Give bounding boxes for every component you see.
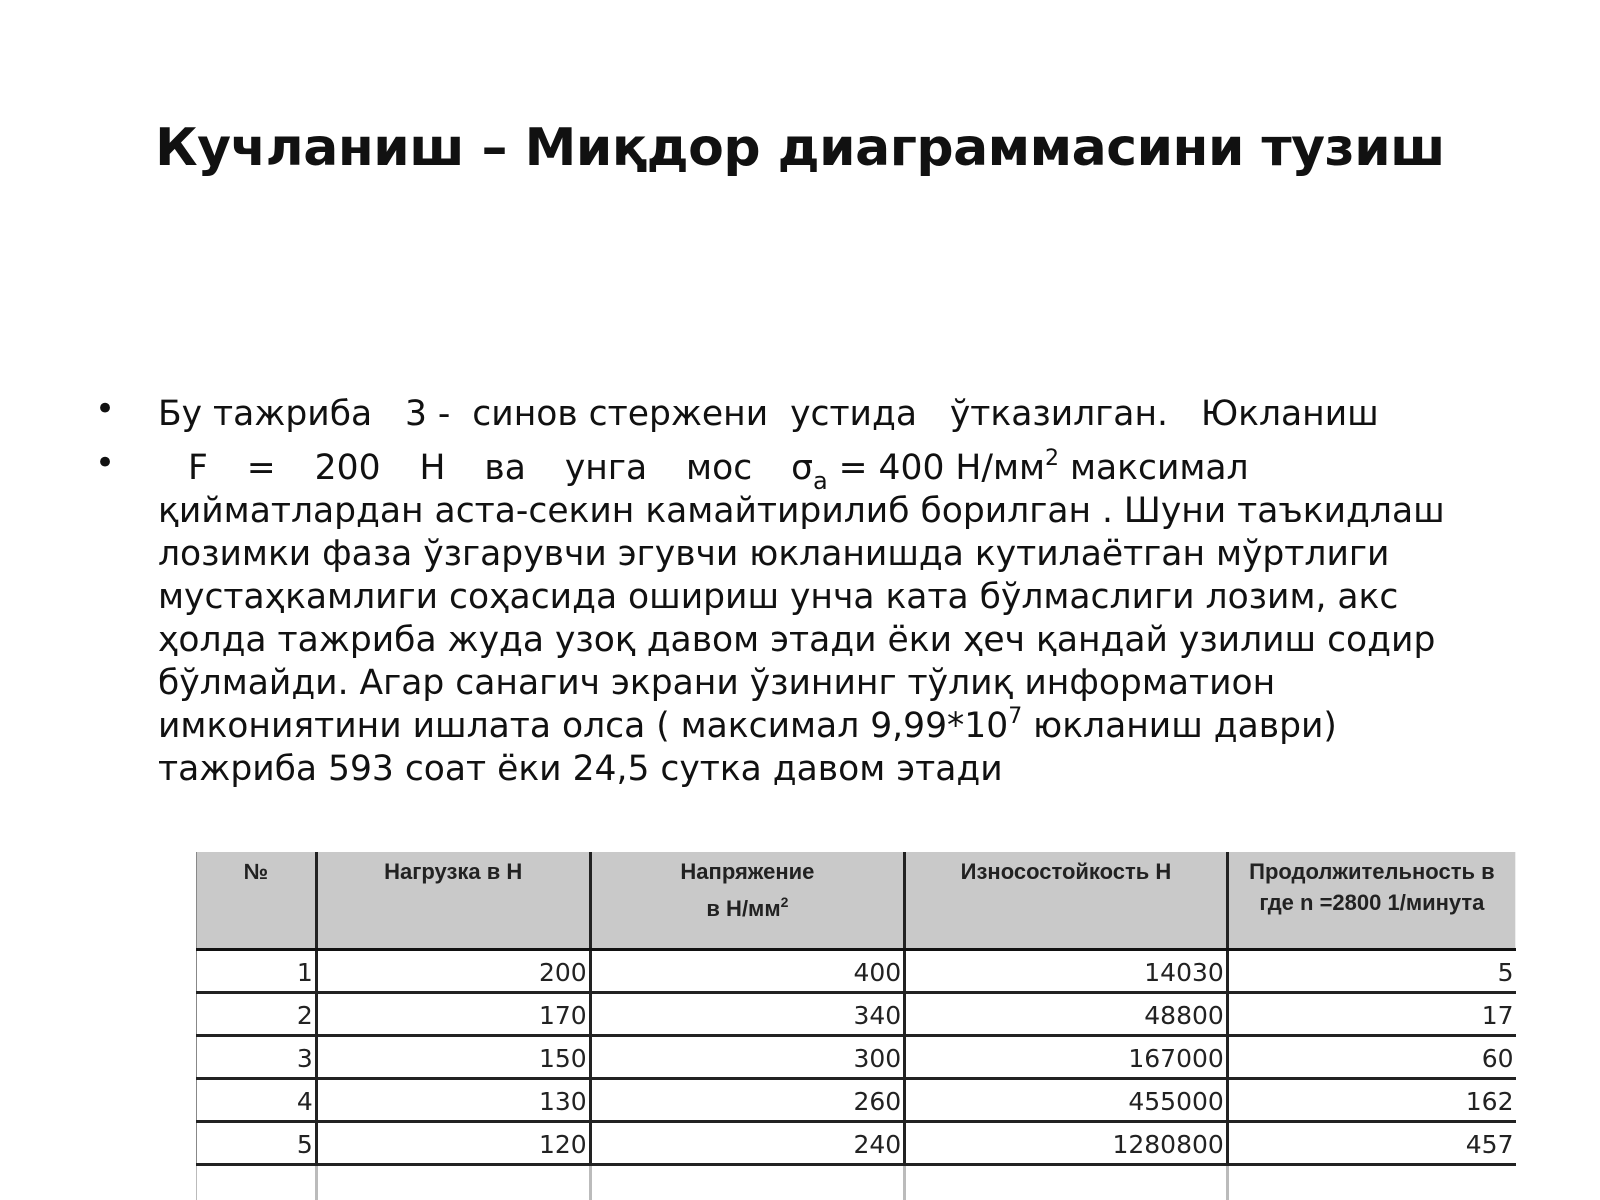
bullet-2-text-part2: = 400 Н/мм bbox=[827, 448, 1045, 488]
cell-wear: 14030 bbox=[905, 950, 1228, 993]
bullet-2-text-part4: юкланиш даври) тажриба 593 соат ёки 24,5 сутка давом этади bbox=[158, 706, 1337, 789]
cell-no: 5 bbox=[197, 1122, 317, 1165]
cell-duration: 162 bbox=[1227, 1079, 1515, 1122]
cell-no: 2 bbox=[197, 993, 317, 1036]
header-stress-line2: в Н/мм bbox=[706, 896, 781, 921]
table-row bbox=[197, 993, 1516, 1036]
header-stress-superscript: 2 bbox=[780, 894, 789, 910]
cell-load: 130 bbox=[316, 1079, 590, 1122]
cell-no: 3 bbox=[197, 1036, 317, 1079]
cell-duration: 457 bbox=[1227, 1122, 1515, 1165]
header-stress-line1: Напряжение bbox=[680, 859, 815, 884]
header-load: Нагрузка в Н bbox=[316, 852, 590, 950]
cell-empty bbox=[316, 1165, 590, 1200]
cell-stress: 340 bbox=[590, 993, 905, 1036]
header-number: № bbox=[197, 852, 317, 950]
bullet-2-text-part3: максимал қийматлардан аста-секин камайтирилиб борилган . Шуни таъкидлаш лозимки фаза ўзгарувчи эгувчи юкланишда кутилаётган мўртлиги мустаҳкамлиги соҳасида ошириш унча ката бўлмаслиги лозим, акс ҳолда тажриба жуда узоқ давом этади ёки ҳеч қандай узилиш содир бўлмайди. Агар санагич экрани ўзининг тўлиқ информатион имкониятини ишлата олса ( максимал 9,99*10 bbox=[158, 448, 1445, 746]
cell-empty bbox=[1227, 1165, 1515, 1200]
units-superscript: 2 bbox=[1045, 446, 1059, 471]
sigma-subscript: a bbox=[813, 467, 828, 495]
slide-title: Кучланиш – Миқдор диаграммасини тузиш bbox=[155, 118, 1445, 178]
data-table bbox=[196, 852, 1516, 1200]
header-wear: Износостойкость Н bbox=[905, 852, 1228, 950]
cell-load: 120 bbox=[316, 1122, 590, 1165]
data-table-container bbox=[196, 852, 1516, 1200]
cell-load: 170 bbox=[316, 993, 590, 1036]
bullet-1-text: Бу тажриба 3 - синов стержени устида ўтказилган. Юкланиш bbox=[158, 394, 1379, 434]
cell-duration: 17 bbox=[1227, 993, 1515, 1036]
table-row bbox=[197, 950, 1516, 993]
cell-wear: 167000 bbox=[905, 1036, 1228, 1079]
cell-empty bbox=[590, 1165, 905, 1200]
header-stress bbox=[590, 852, 905, 950]
bullet-item-2 bbox=[95, 447, 1505, 791]
cell-no: 4 bbox=[197, 1079, 317, 1122]
cell-duration: 60 bbox=[1227, 1036, 1515, 1079]
table-header-row bbox=[197, 852, 1516, 950]
table-row bbox=[197, 1036, 1516, 1079]
cell-wear: 1280800 bbox=[905, 1122, 1228, 1165]
cell-empty bbox=[197, 1165, 317, 1200]
header-duration: Продолжительность в где n =2800 1/минута bbox=[1227, 852, 1515, 950]
cell-stress: 400 bbox=[590, 950, 905, 993]
bullet-item-1 bbox=[95, 393, 1505, 436]
cell-empty bbox=[905, 1165, 1228, 1200]
cell-wear: 48800 bbox=[905, 993, 1228, 1036]
cell-no: 1 bbox=[197, 950, 317, 993]
table-row bbox=[197, 1122, 1516, 1165]
table-row-empty bbox=[197, 1165, 1516, 1200]
table-row bbox=[197, 1079, 1516, 1122]
cell-load: 200 bbox=[316, 950, 590, 993]
bullet-2-text-part1: F = 200 Н ва унга мос σ bbox=[188, 448, 813, 488]
cell-duration: 5 bbox=[1227, 950, 1515, 993]
cell-load: 150 bbox=[316, 1036, 590, 1079]
cell-stress: 240 bbox=[590, 1122, 905, 1165]
cell-stress: 260 bbox=[590, 1079, 905, 1122]
bullet-list bbox=[95, 393, 1505, 802]
cell-wear: 455000 bbox=[905, 1079, 1228, 1122]
cell-stress: 300 bbox=[590, 1036, 905, 1079]
exponent-superscript: 7 bbox=[1008, 704, 1023, 729]
